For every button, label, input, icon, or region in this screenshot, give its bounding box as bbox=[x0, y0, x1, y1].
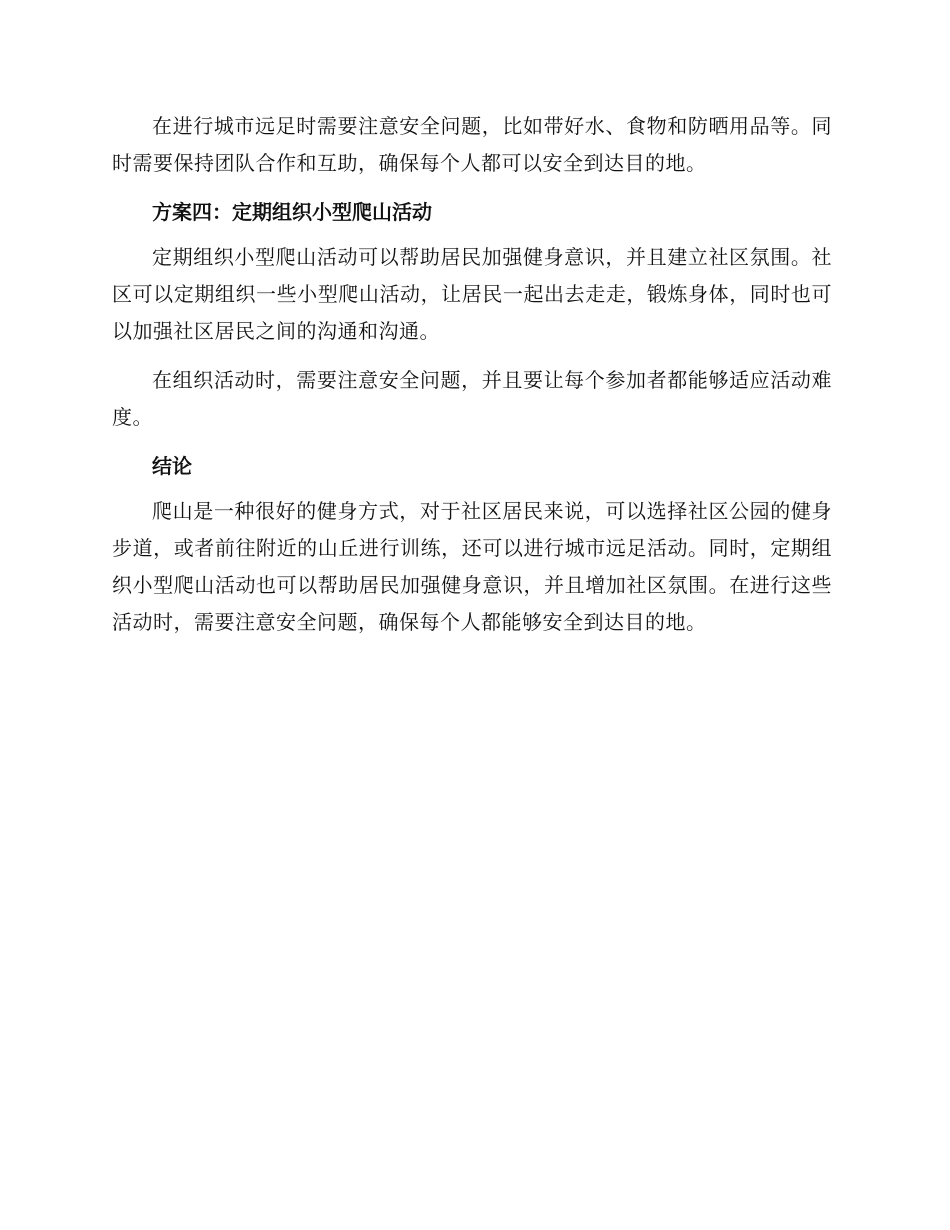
spacer bbox=[112, 485, 832, 493]
spacer bbox=[112, 436, 832, 448]
spacer bbox=[112, 182, 832, 194]
paragraph-regular-hiking-activity: 定期组织小型爬山活动可以帮助居民加强健身意识，并且建立社区氛围。社区可以定期组织一些小型爬山活动，让居民一起出去走走，锻炼身体，同时也可以加强社区居民之间的沟通和沟通。 bbox=[112, 245, 832, 343]
paragraph-conclusion: 爬山是一种很好的健身方式，对于社区居民来说，可以选择社区公园的健身步道，或者前往附近的山丘进行训练，还可以进行城市远足活动。同时，定期组织小型爬山活动也可以帮助居民加强健身意识，并且增加社区氛围。在进行这些活动时，需要注意安全问题，确保每个人都能够安全到达目的地。 bbox=[112, 499, 832, 634]
spacer bbox=[112, 350, 832, 362]
paragraph-urban-hiking-safety: 在进行城市远足时需要注意安全问题，比如带好水、食物和防晒用品等。同时需要保持团队合作和互助，确保每个人都可以安全到达目的地。 bbox=[112, 114, 832, 175]
heading-conclusion: 结论 bbox=[152, 454, 192, 478]
spacer bbox=[112, 231, 832, 239]
heading-plan-four: 方案四：定期组织小型爬山活动 bbox=[152, 200, 432, 224]
paragraph-activity-safety: 在组织活动时，需要注意安全问题，并且要让每个参加者都能够适应活动难度。 bbox=[112, 368, 832, 429]
document-page bbox=[112, 108, 832, 641]
